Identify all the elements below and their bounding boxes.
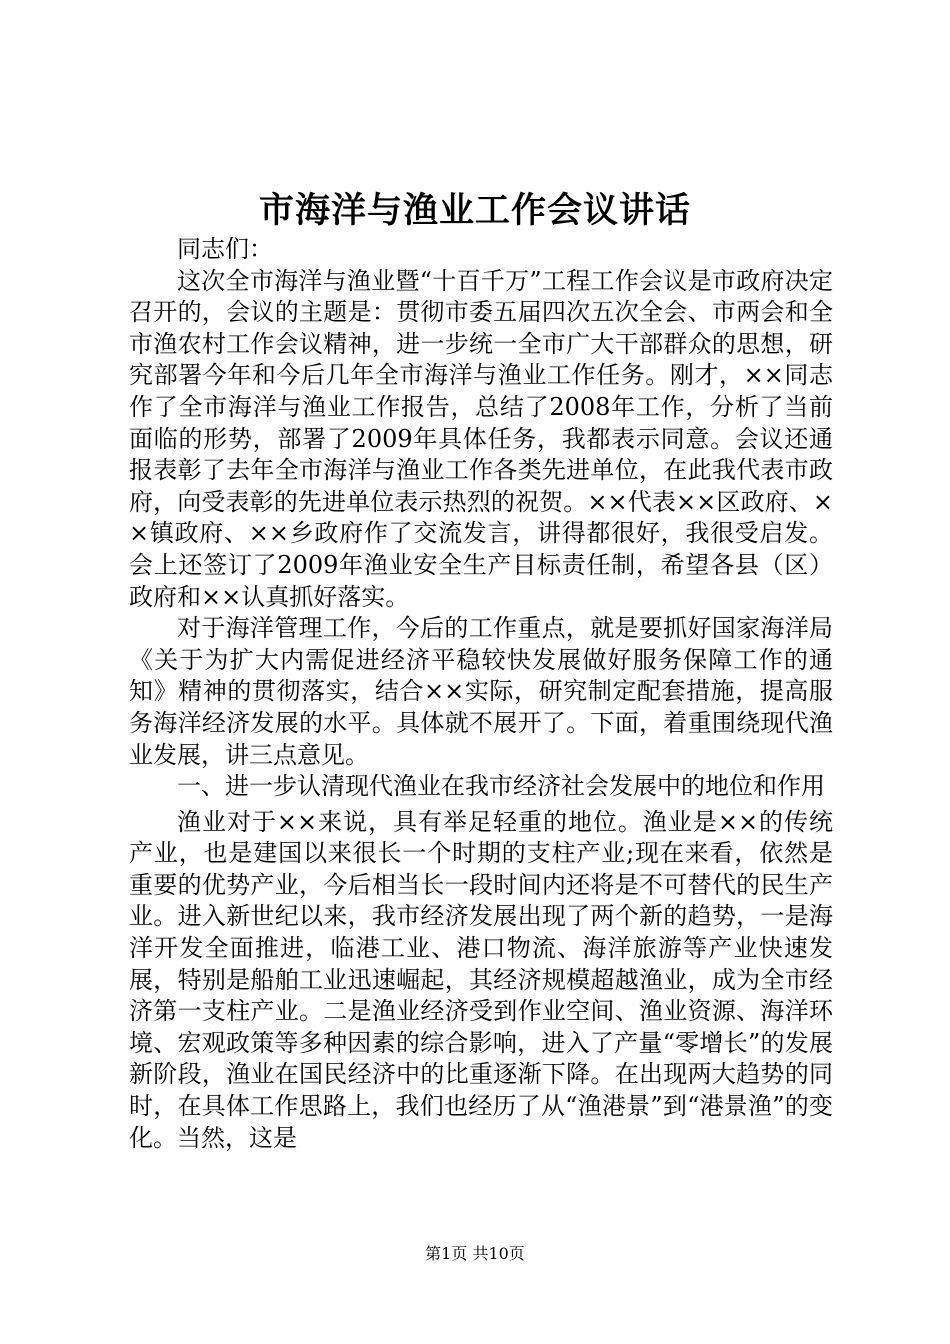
salutation: 同志们： [177,235,273,263]
document-body [129,234,833,1154]
page-number-footer: 第1页 共10页 [425,1244,525,1263]
section-heading-1: 一、进一步认清现代渔业在我市经济社会发展中的地位和作用 [177,772,825,801]
paragraph-opening: 这次全市海洋与渔业暨“十百千万”工程工作会议是市政府决定召开的，会议的主题是：贯彻市委五届四次五次全会、市两会和全市渔农村工作会议精神，进一步统一全市广大干部群众的思想，研究部署今年和今后几年全市海洋与渔业工作任务。刚才，××同志作了全市海洋与渔业工作报告，总结了2008年工作，分析了当前面临的形势，部署了2009年具体任务，我都表示同意。会议还通报表彰了去年全市海洋与渔业工作各类先进单位，在此我代表市政府，向受表彰的先进单位表示热烈的祝贺。××代表××区政府、××镇政府、××乡政府作了交流发言，讲得都很好，我很受启发。会上还签订了2009年渔业安全生产目标责任制，希望各县（区）政府和××认真抓好落实。 [129,266,833,611]
paragraph-section-1: 渔业对于××来说，具有举足轻重的地位。渔业是××的传统产业，也是建国以来很长一个时期的支柱产业;现在来看，依然是重要的优势产业，今后相当长一段时间内还将是不可替代的民生产业。进入新世纪以来，我市经济发展出现了两个新的趋势，一是海洋开发全面推进，临港工业、港口物流、海洋旅游等产业快速发展，特别是船舶工业迅速崛起，其经济规模超越渔业，成为全市经济第一支柱产业。二是渔业经济受到作业空间、渔业资源、海洋环境、宏观政策等多种因素的综合影响，进入了产量“零增长”的发展新阶段，渔业在国民经济中的比重逐渐下降。在出现两大趋势的同时，在具体工作思路上，我们也经历了从“渔港景”到“港景渔”的变化。当然，这是 [129,807,833,1152]
document-title: 市海洋与渔业工作会议讲话 [258,190,691,231]
paragraph-ocean-management: 对于海洋管理工作，今后的工作重点，就是要抓好国家海洋局《关于为扩大内需促进经济平稳较快发展做好服务保障工作的通知》精神的贯彻落实，结合××实际，研究制定配套措施，提高服务海洋经济发展的水平。具体就不展开了。下面，着重围绕现代渔业发展，讲三点意见。 [129,614,833,769]
